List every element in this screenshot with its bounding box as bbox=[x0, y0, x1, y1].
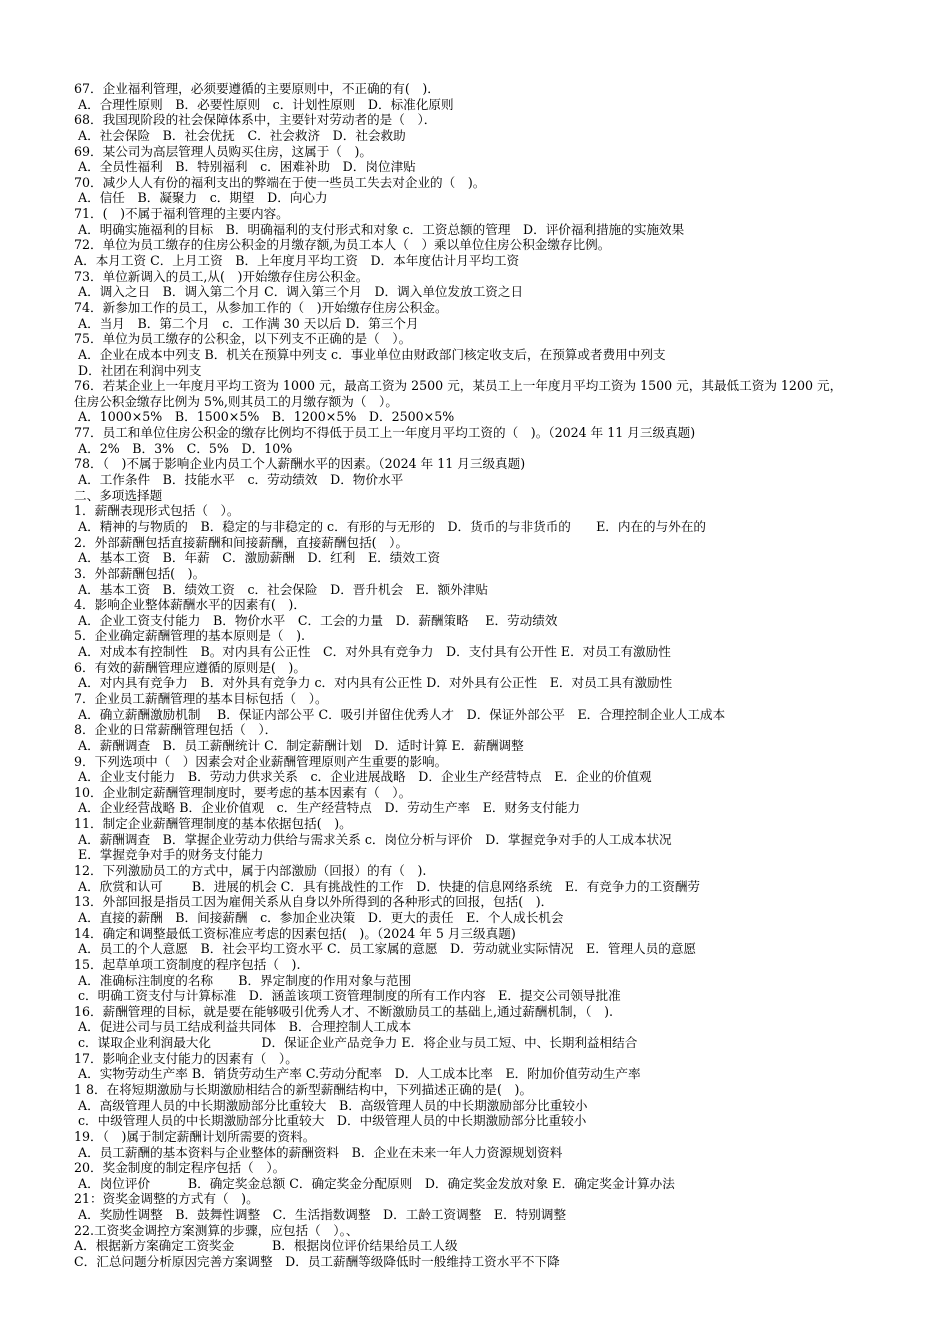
text-line: A．员工的个人意愿 B．社会平均工资水平 C．员工家属的意愿 D．劳动就业实际情况 E．管理人员的意愿 bbox=[74, 941, 697, 957]
text-line: A．企业支付能力 B．劳动力供求关系 c．企业进展战略 D．企业生产经营特点 E．企业的价值观 bbox=[74, 769, 652, 785]
text-line: A．调入之日 B．调入第二个月 C．调入第三个月 D．调入单位发放工资之日 bbox=[74, 284, 524, 300]
text-line: 78．（ )不属于影响企业内员工个人薪酬水平的因素。（2024 年 11 月三级真题) bbox=[74, 456, 526, 472]
text-line: 9．下列选项中（ ）因素会对企业薪酬管理原则产生重要的影响。 bbox=[74, 753, 448, 769]
text-line: A．全员性福利 B．特别福利 c．困难补助 D．岗位津贴 bbox=[74, 159, 416, 175]
text-line: A．欣赏和认可 B．进展的机会 C．具有挑战性的工作 D．快捷的信息网络系统 E．有竞争力的工资酬劳 bbox=[74, 878, 701, 894]
text-line: A．基本工资 B．年薪 C．激励薪酬 D．红利 E．绩效工资 bbox=[74, 550, 441, 566]
text-line: A．员工薪酬的基本资料与企业整体的薪酬资料 B．企业在未来一年人力资源规划资料 bbox=[74, 1144, 563, 1160]
text-line: 17．影响企业支付能力的因素有（ ）。 bbox=[74, 1050, 298, 1066]
text-line: 12．下列激励员工的方式中，属于内部激励（回报）的有（ ). bbox=[74, 863, 427, 879]
text-line: 8．企业的日常薪酬管理包括（ ）． bbox=[74, 722, 278, 738]
text-line: 7．企业员工薪酬管理的基本目标包括（ ）。 bbox=[74, 690, 328, 706]
text-line: D．社团在利润中列支 bbox=[74, 362, 202, 378]
text-line: A．企业工资支付能力 B．物价水平 C．工会的力量 D．薪酬策略 E．劳动绩效 bbox=[74, 612, 558, 628]
text-line: c．谋取企业利润最大化 D．保证企业产品竞争力 E．将企业与员工短、中、长期利益相结合 bbox=[74, 1035, 638, 1051]
text-line: A．精神的与物质的 B．稳定的与非稳定的 c．有形的与无形的 D．货币的与非货币的 E．内在的与外在的 bbox=[74, 518, 707, 534]
text-line: A．岗位评价 B．确定奖金总额 C．确定奖金分配原则 D．确定奖金发放对象 E．确定奖金计算办法 bbox=[74, 1175, 675, 1191]
text-line: A．当月 B．第二个月 c．工作满 30 天以后 D．第三个月 bbox=[74, 315, 419, 331]
document-body bbox=[74, 81, 894, 1270]
text-line: 14．确定和调整最低工资标准应考虑的因素包括( )。（2024 年 5 月三级真题) bbox=[74, 925, 516, 941]
text-line: 4．影响企业整体薪酬水平的因素有( )． bbox=[74, 597, 306, 613]
text-line: 13．外部回报是指员工因为雇佣关系从自身以外所得到的各种形式的回报，包括( )． bbox=[74, 894, 554, 910]
text-line: A．2% B．3% C．5% D．10% bbox=[74, 440, 293, 456]
text-line: A．对内具有竞争力 B．对外具有竞争力 c．对内具有公正性 D．对外具有公正性 E．对员工具有激励性 bbox=[74, 675, 673, 691]
text-line: 73．单位新调入的员工,从( )开始缴存住房公积金。 bbox=[74, 268, 369, 284]
text-line: 1 8．在将短期激励与长期激励相结合的新型薪酬结构中，下列描述正确的是( )。 bbox=[74, 1082, 533, 1097]
text-line: 68．我国现阶段的社会保障体系中，主要针对劳动者的是（ ）． bbox=[74, 112, 437, 128]
text-line: A．本月工资 C．上月工资 B．上年度月平均工资 D．本年度估计月平均工资 bbox=[74, 253, 520, 269]
text-line: 住房公积金缴存比例为 5%,则其员工的月缴存额为（ ）。 bbox=[74, 393, 398, 409]
text-line: A．对成本有控制性 B。对内具有公正性 C．对外具有竞争力 D．支付具有公开性 E．对员工有激励性 bbox=[74, 644, 671, 660]
text-line: 5．企业确定薪酬管理的基本原则是（ ). bbox=[74, 628, 306, 644]
text-line: A．高级管理人员的中长期激励部分比重较大 B．高级管理人员的中长期激励部分比重较小 bbox=[74, 1097, 588, 1113]
text-line: 10．企业制定薪酬管理制度时，要考虑的基本因素有（ ）。 bbox=[74, 784, 412, 800]
text-line: C．汇总问题分析原因完善方案调整 D．员工薪酬等级降低时一般维持工资水平不下降 bbox=[74, 1254, 560, 1270]
text-line: A．合理性原则 B．必要性原则 c．计划性原则 D．标准化原则 bbox=[74, 96, 454, 112]
text-line: A．准确标注制度的名称 B．界定制度的作用对象与范围 bbox=[74, 972, 412, 988]
text-line: 72．单位为员工缴存的住房公积金的月缴存额,为员工本人（ ）乘以单位住房公积金缴存比例。 bbox=[74, 237, 611, 253]
text-line: 71．( )不属于福利管理的主要内容。 bbox=[74, 206, 289, 222]
text-line: A．1000×5% B．1500×5% B．1200×5% D．2500×5% bbox=[74, 409, 455, 425]
text-line: 二、多项选择题 bbox=[74, 487, 163, 503]
text-line: A．直接的薪酬 B．间接薪酬 c．参加企业决策 D．更大的责任 E．个人成长机会 bbox=[74, 909, 564, 925]
text-line: 22.工资奖金调控方案测算的步骤，应包括（ ）。、 bbox=[74, 1222, 359, 1238]
text-line: 67．企业福利管理，必须要遵循的主要原则中，不正确的有( )． bbox=[74, 81, 440, 96]
text-line: 2．外部薪酬包括直接薪酬和间接薪酬，直接薪酬包括( ）。 bbox=[74, 534, 409, 550]
text-line: A．工作条件 B．技能水平 c．劳动绩效 D．物价水平 bbox=[74, 472, 404, 488]
text-line: 11．制定企业薪酬管理制度的基本依据包括( )。 bbox=[74, 816, 352, 832]
text-line: A．社会保险 B．社会优抚 C．社会救济 D．社会救助 bbox=[74, 127, 406, 143]
text-line: 75．单位为员工缴存的公积金，以下列支不正确的是（ ）。 bbox=[74, 331, 412, 347]
text-line: 6．有效的薪酬管理应遵循的原则是( )。 bbox=[74, 659, 306, 675]
text-line: A．促进公司与员工结成利益共同体 B．合理控制人工成本 bbox=[74, 1019, 412, 1035]
text-line: 16．薪酬管理的目标，就是要在能够吸引优秀人才、不断激励员工的基础上,通过薪酬机制，（ ). bbox=[74, 1003, 613, 1019]
text-line: 76．若某企业上一年度月平均工资为 1000 元，最高工资为 2500 元，某员工上一年度月平均工资为 1500 元，其最低工资为 1200 元， bbox=[74, 378, 843, 394]
text-line: A．根据新方案确定工资奖金 B．根据岗位评价结果给员工人级 bbox=[74, 1238, 458, 1254]
text-line: A．薪酬调查 B．掌握企业劳动力供给与需求关系 c．岗位分析与评价 D．掌握竞争对手的人工成本状况 bbox=[74, 831, 672, 847]
text-line: c．中级管理人员的中长期激励部分比重较大 D．中级管理人员的中长期激励部分比重较小 bbox=[74, 1113, 587, 1129]
text-line: 19．（ )属于制定薪酬计划所需要的资料。 bbox=[74, 1128, 316, 1144]
text-line: A．企业在成本中列支 B．机关在预算中列支 c．事业单位由财政部门核定收支后，在预算或者费用中列支 bbox=[74, 346, 666, 362]
text-line: A．信任 B．凝聚力 c．期望 D．向心力 bbox=[74, 190, 328, 206]
text-line: A．实物劳动生产率 B．销货劳动生产率 C.劳动分配率 D．人工成本比率 E．附加价值劳动生产率 bbox=[74, 1066, 641, 1082]
text-line: A．明确实施福利的目标 B．明确福利的支付形式和对象 c．工资总额的管理 D．评价福利措施的实施效果 bbox=[74, 221, 685, 237]
text-line: 74．新参加工作的员工，从参加工作的（ )开始缴存住房公积金。 bbox=[74, 299, 448, 315]
text-line: c．明确工资支付与计算标准 D．涵盖该项工资管理制度的所有工作内容 E．提交公司领导批准 bbox=[74, 988, 621, 1004]
text-line: E．掌握竞争对手的财务支付能力 bbox=[74, 847, 264, 863]
text-line: A．薪酬调查 B．员工薪酬统计 C．制定薪酬计划 D．适时计算 E．薪酬调整 bbox=[74, 737, 524, 753]
text-line: A．确立薪酬激励机制 B．保证内部公平 C．吸引并留住优秀人才 D．保证外部公平 E．合理控制企业人工成本 bbox=[74, 706, 726, 722]
text-line: A．企业经营战略 B．企业价值观 c．生产经营特点 D．劳动生产率 E．财务支付能力 bbox=[74, 800, 581, 816]
text-line: 70．减少人人有份的福利支出的弊端在于使一些员工失去对企业的（ )。 bbox=[74, 174, 486, 190]
text-line: A．奖励性调整 B．鼓舞性调整 C．生活指数调整 D．工龄工资调整 E．特别调整 bbox=[74, 1207, 567, 1223]
text-line: 1．薪酬表现形式包括（ ）。 bbox=[74, 503, 240, 519]
text-line: 20．奖金制度的制定程序包括（ ）。 bbox=[74, 1160, 286, 1176]
text-line: 3．外部薪酬包括( )。 bbox=[74, 565, 206, 581]
text-line: 21：资奖金调整的方式有（ )。 bbox=[74, 1191, 259, 1207]
text-line: A．基本工资 B．绩效工资 c．社会保险 D．晋升机会 E．额外津贴 bbox=[74, 581, 488, 597]
text-line: 69．某公司为高层管理人员购买住房，这属于（ )。 bbox=[74, 143, 373, 159]
text-line: 15．起草单项工资制度的程序包括（ ). bbox=[74, 956, 301, 972]
text-line: 77．员工和单位住房公积金的缴存比例均不得低于员工上一年度月平均工资的（ )。（2024 年 11 月三级真题) bbox=[74, 425, 696, 441]
